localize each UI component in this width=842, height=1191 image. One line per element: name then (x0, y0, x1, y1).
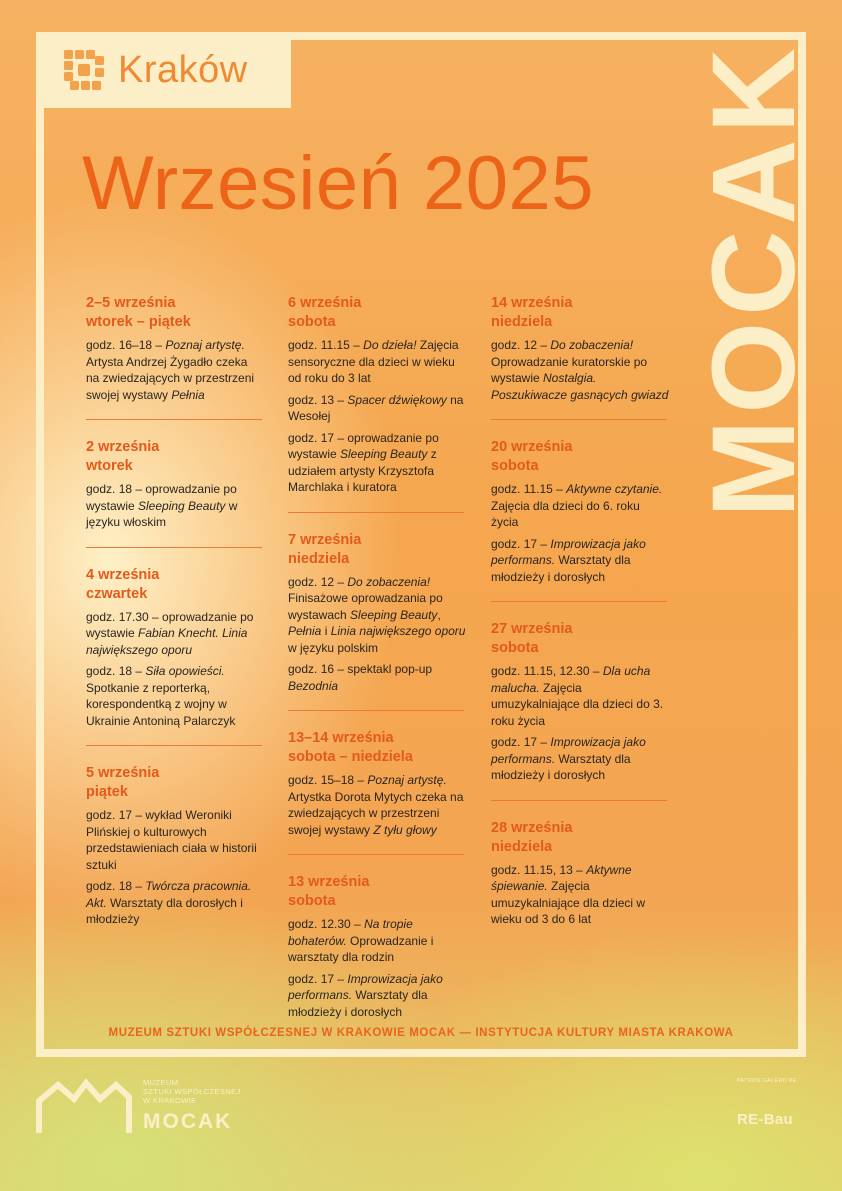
krakow-logo (36, 32, 291, 108)
entry-weekday: sobota (491, 640, 539, 656)
event-text-segment: godz. 12.30 – (288, 917, 365, 931)
event-text-segment: godz. 17 – oprowadzanie po wystawie (288, 430, 439, 461)
event-text-segment: godz. 17 – (288, 971, 348, 986)
entry-weekday: sobota – niedziela (288, 749, 413, 765)
event-text-segment: godz. 16–18 – (86, 338, 166, 352)
event-description (491, 481, 669, 531)
event-title-segment: Improwizacja jako performans. (491, 536, 646, 567)
event-text-segment: godz. 15–18 – (288, 773, 368, 787)
section-divider (288, 512, 464, 513)
schedule-entry (288, 531, 466, 695)
event-text-segment: Warsztaty dla młodzieży i dorosłych (491, 751, 631, 782)
event-description (86, 878, 264, 928)
event-description (288, 772, 466, 838)
krakow-grid-icon (64, 50, 104, 90)
logo-city-name: Kraków (118, 48, 248, 91)
entry-date: 7 września (288, 531, 362, 548)
sponsor-logo: RE-Bau (737, 1111, 793, 1128)
event-description (491, 734, 669, 784)
event-text-segment: godz. 17.30 – oprowadzanie po wystawie (86, 609, 254, 640)
logo-subtitle-line-3: W KRAKOWIE (143, 1096, 197, 1105)
entry-weekday: piątek (86, 784, 128, 800)
vertical-mocak-text: MOCAK (688, 42, 820, 518)
section-divider (288, 854, 464, 855)
event-text-segment: godz. 18 – (86, 664, 146, 678)
entry-weekday: wtorek – piątek (86, 314, 191, 330)
event-title-segment: Nostalgia. Poszukiwacze gasnących gwiazd (491, 371, 669, 402)
event-title-segment: Sleeping Beauty (340, 447, 428, 461)
event-text-segment: Warsztaty dla młodzieży i dorosłych (491, 553, 631, 584)
event-text-segment: Oprowadzanie i warsztaty dla rodzin (288, 933, 434, 964)
schedule-entry (491, 819, 669, 928)
event-title-segment: Spacer dźwiękowy (347, 392, 447, 407)
entry-date: 28 września (491, 819, 573, 836)
event-title-segment: Siła opowieści. (145, 664, 225, 678)
entry-date: 4 września (86, 566, 160, 583)
entry-weekday: sobota (491, 458, 539, 474)
entry-weekday: sobota (288, 893, 336, 909)
entry-weekday: niedziela (491, 838, 553, 855)
entry-weekday: niedziela (288, 550, 350, 567)
event-title-segment: Poznaj artystę. (367, 773, 447, 787)
event-text-segment: godz. 12 – (491, 338, 551, 352)
schedule-entry (288, 873, 466, 1020)
entry-date: 27 września (491, 621, 573, 637)
event-description (491, 663, 669, 729)
event-text-segment: , (437, 607, 441, 622)
event-text-segment: Zajęcia dla dzieci do 6. roku życia (491, 498, 640, 529)
entry-weekday: wtorek (86, 458, 133, 474)
event-text-segment: w języku polskim (288, 640, 379, 655)
event-text-segment: godz. 11.15 – (288, 338, 364, 352)
schedule-entry (288, 294, 466, 496)
event-text-segment: z udziałem artysty Krzysztofa Marchlaka i kuratora (288, 447, 437, 494)
event-text-segment: na Wesołej (288, 392, 464, 423)
event-text-segment: Oprowadzanie kuratorskie po wystawie (491, 354, 648, 385)
schedule-entry (86, 764, 264, 928)
event-title-segment: Do zobaczenia! (550, 338, 634, 352)
event-title-segment: Linia największego oporu (330, 624, 466, 638)
schedule-entry (491, 620, 669, 784)
event-description (86, 481, 264, 531)
entry-weekday: czwartek (86, 585, 148, 602)
section-divider (86, 419, 262, 420)
event-text-segment: w języku włoskim (86, 498, 238, 529)
event-text-segment: Spotkanie z reporterką, korespondentką z wojny w Ukrainie Antoniną Palarczyk (86, 680, 236, 728)
event-text-segment: i (321, 624, 331, 638)
section-divider (86, 745, 262, 746)
event-text-segment: godz. 18 – oprowadzanie po wystawie (86, 482, 237, 513)
event-title-segment: Aktywne czytanie. (566, 482, 663, 496)
event-description (86, 609, 264, 659)
schedule-column-2 (288, 294, 466, 1036)
event-description (491, 536, 669, 586)
event-description (288, 574, 466, 657)
schedule-entry (86, 438, 264, 531)
event-text-segment: Zajęcia sensoryczne dla dzieci w wieku od roku do 3 lat (288, 338, 459, 385)
event-text-segment: Artystka Dorota Mytych czeka na zwiedzających w przestrzeni swojej wystawy (288, 789, 464, 837)
entry-date: 5 września (86, 765, 160, 781)
schedule-column-3 (491, 294, 669, 944)
event-text-segment: godz. 11.15, 12.30 – (491, 664, 603, 678)
event-text-segment: godz. 18 – (86, 879, 146, 893)
event-title-segment: Bezodnia (288, 678, 339, 693)
entry-date: 13–14 września (288, 730, 394, 746)
schedule-column-1 (86, 294, 264, 944)
vertical-wordmark (688, 40, 820, 520)
event-title-segment: Fabian Knecht. Linia największego oporu (86, 626, 248, 657)
entry-date: 13 września (288, 874, 370, 890)
patron-label: PATRON GALERII RE (737, 1078, 797, 1084)
event-title-segment: Sleeping Beauty (138, 498, 226, 513)
section-divider (491, 419, 667, 420)
schedule-entry (86, 294, 264, 403)
section-divider (288, 710, 464, 711)
event-description (86, 337, 264, 403)
event-description (491, 337, 669, 403)
event-text-segment: godz. 11.15, 13 – (491, 862, 587, 877)
event-text-segment: Finisażowe oprowadzania po wystawach (288, 591, 443, 622)
entry-date: 2 września (86, 439, 160, 455)
event-description (491, 862, 669, 928)
event-title-segment: Sleeping Beauty (350, 607, 438, 622)
event-text-segment: godz. 16 – spektakl pop-up (288, 662, 433, 676)
event-title-segment: Pełnia (288, 624, 322, 638)
entry-date: 20 września (491, 439, 573, 455)
event-text-segment: Zajęcia umuzykalniające dla dzieci w wieku od 3 do 6 lat (491, 879, 646, 926)
section-divider (491, 800, 667, 801)
event-title-segment: Improwizacja jako performans. (288, 971, 443, 1002)
logo-subtitle-line-1: MUZEUM (143, 1078, 179, 1087)
section-divider (491, 601, 667, 602)
page-title: Wrzesień 2025 (82, 141, 595, 226)
event-title-segment: Dla ucha malucha. (491, 664, 651, 695)
event-title-segment: Twórcza pracownia. Akt. (86, 879, 252, 910)
event-title-segment: Do dzieła! (363, 338, 417, 352)
schedule-entry (491, 438, 669, 585)
event-text-segment: Zajęcia umuzykalniające dla dzieci do 3. roku życia (491, 680, 664, 728)
institution-line: MUZEUM SZTUKI WSPÓŁCZESNEJ W KRAKOWIE MOCAK — INSTYTUCJA KULTURY MIASTA KRAKOWA (108, 1027, 734, 1039)
mocak-logo-name: MOCAK (143, 1110, 233, 1133)
event-text-segment: Warsztaty dla młodzieży i dorosłych (288, 988, 428, 1019)
section-divider (86, 547, 262, 548)
event-title-segment: Na tropie bohaterów. (288, 917, 413, 948)
schedule-entry (491, 294, 669, 403)
event-description (288, 392, 466, 425)
event-text-segment: godz. 17 – (491, 536, 551, 551)
event-text-segment: godz. 17 – (491, 735, 551, 749)
event-title-segment: Pełnia (171, 387, 205, 402)
mocak-logo-subtitle (143, 1078, 241, 1105)
event-description (86, 663, 264, 729)
entry-date: 14 września (491, 295, 573, 311)
event-text-segment: Warsztaty dla dorosłych i młodzieży (86, 895, 243, 926)
event-title-segment: Z tyłu głowy (373, 822, 437, 837)
event-description (288, 971, 466, 1021)
event-text-segment: godz. 17 – wykład Weroniki Plińskiej o kulturowych przedstawieniach ciała w historii sztuki (86, 808, 257, 872)
event-text-segment: godz. 12 – (288, 574, 348, 589)
entry-weekday: niedziela (491, 314, 553, 330)
event-title-segment: Do zobaczenia! (347, 574, 431, 589)
event-description (288, 430, 466, 496)
schedule-entry (86, 566, 264, 730)
event-description (288, 661, 466, 694)
entry-weekday: sobota (288, 314, 336, 330)
schedule-entry (288, 729, 466, 838)
event-description (288, 337, 466, 387)
event-text-segment: godz. 13 – (288, 392, 348, 407)
mocak-roof-icon (36, 1077, 132, 1135)
event-description (86, 807, 264, 873)
event-description (288, 916, 466, 966)
entry-date: 2–5 września (86, 295, 176, 311)
event-title-segment: Aktywne śpiewanie. (491, 862, 632, 893)
entry-date: 6 września (288, 295, 362, 311)
event-text-segment: godz. 11.15 – (491, 482, 567, 496)
event-title-segment: Improwizacja jako performans. (491, 735, 646, 766)
event-title-segment: Poznaj artystę. (165, 338, 245, 352)
logo-subtitle-line-2: SZTUKI WSPÓŁCZESNEJ (143, 1087, 241, 1096)
event-text-segment: Artysta Andrzej Żygadło czeka na zwiedzających w przestrzeni swojej wystawy (86, 354, 255, 402)
